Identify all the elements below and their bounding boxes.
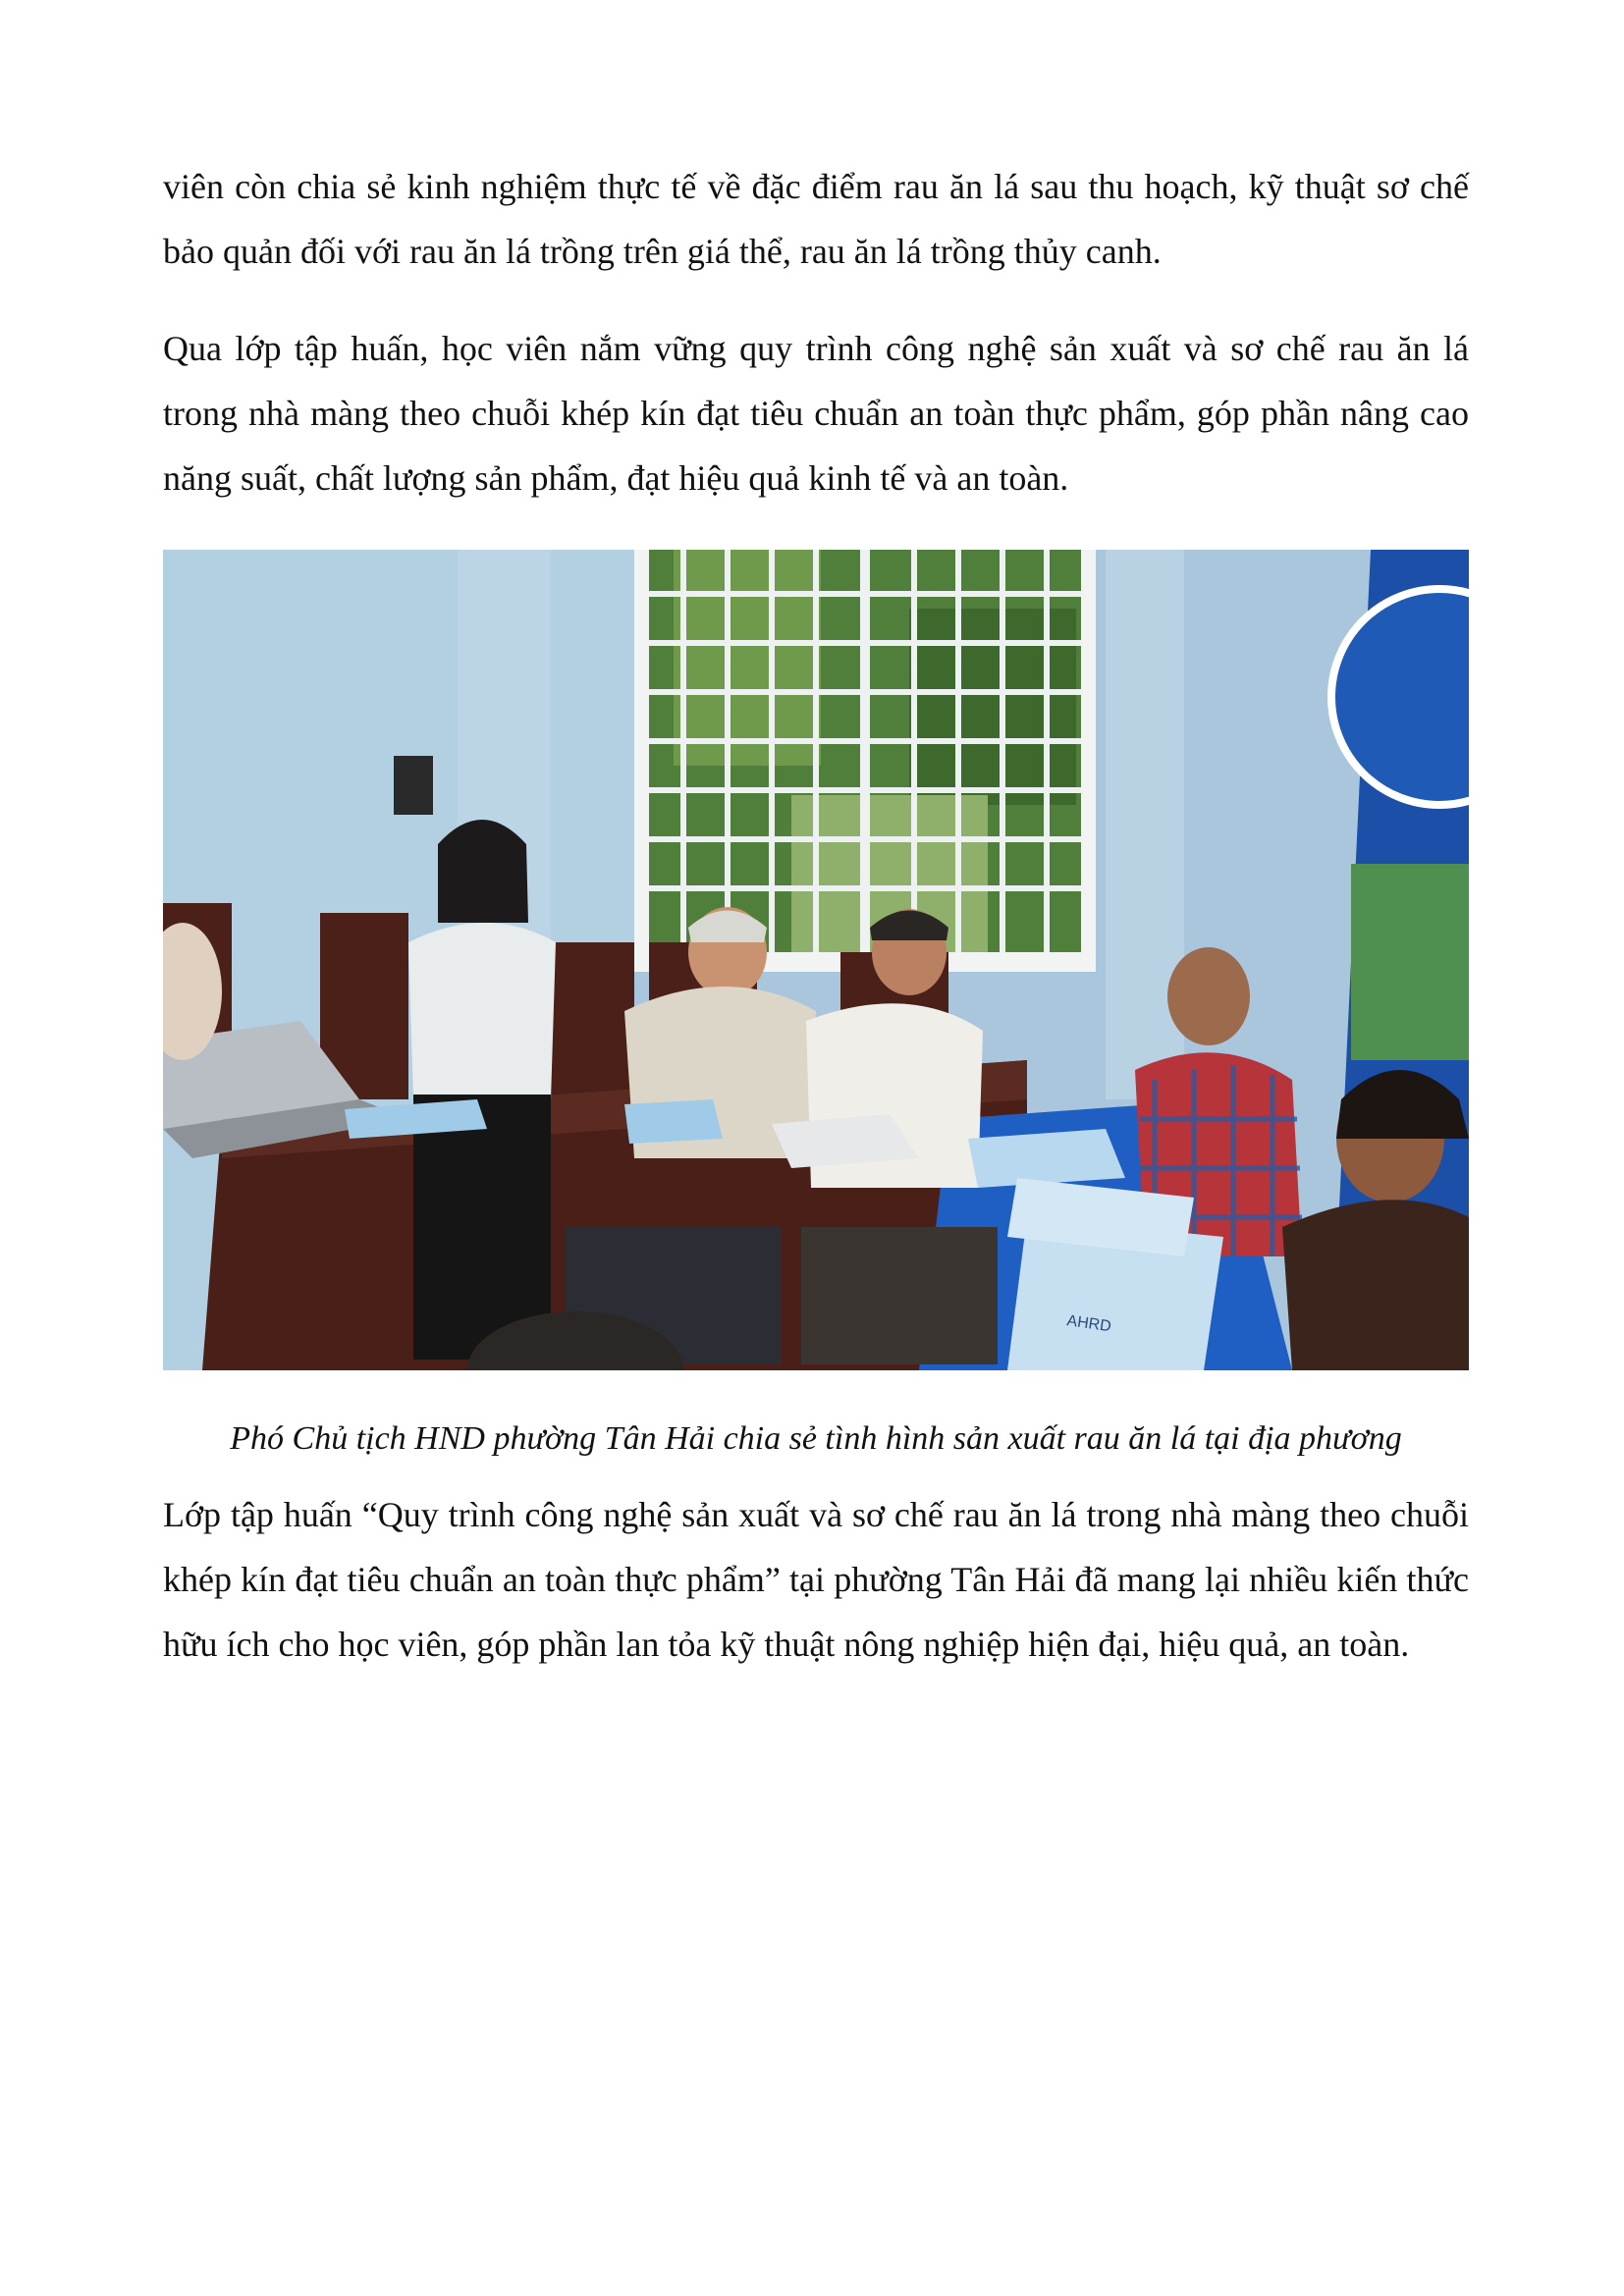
body-paragraph-2: Qua lớp tập huấn, học viên nắm vững quy trình công nghệ sản xuất và sơ chế rau ăn lá trong nhà màng theo chuỗi khép kín đạt tiêu chuẩn an toàn thực phẩm, góp phần nâng cao năng suất, chất lượng sản phẩm, đạt hiệu quả kinh tế và an toàn. [163,329,1469,498]
photo-caption: Phó Chủ tịch HND phường Tân Hải chia sẻ tình hình sản xuất rau ăn lá tại địa phương [230,1420,1402,1457]
meeting-photo [163,550,1469,1370]
body-paragraph-1: viên còn chia sẻ kinh nghiệm thực tế về đặc điểm rau ăn lá sau thu hoạch, kỹ thuật sơ chế bảo quản đối với rau ăn lá trồng trên giá thể, rau ăn lá trồng thủy canh. [163,167,1469,271]
body-paragraph-3: Lớp tập huấn “Quy trình công nghệ sản xuất và sơ chế rau ăn lá trong nhà màng theo chuỗi khép kín đạt tiêu chuẩn an toàn thực phẩm” tại phường Tân Hải đã mang lại nhiều kiến thức hữu ích cho học viên, góp phần lan tỏa kỹ thuật nông nghiệp hiện đại, hiệu quả, an toàn. [163,1495,1469,1664]
ahrd-logo-text: AHRD [1065,1312,1112,1336]
